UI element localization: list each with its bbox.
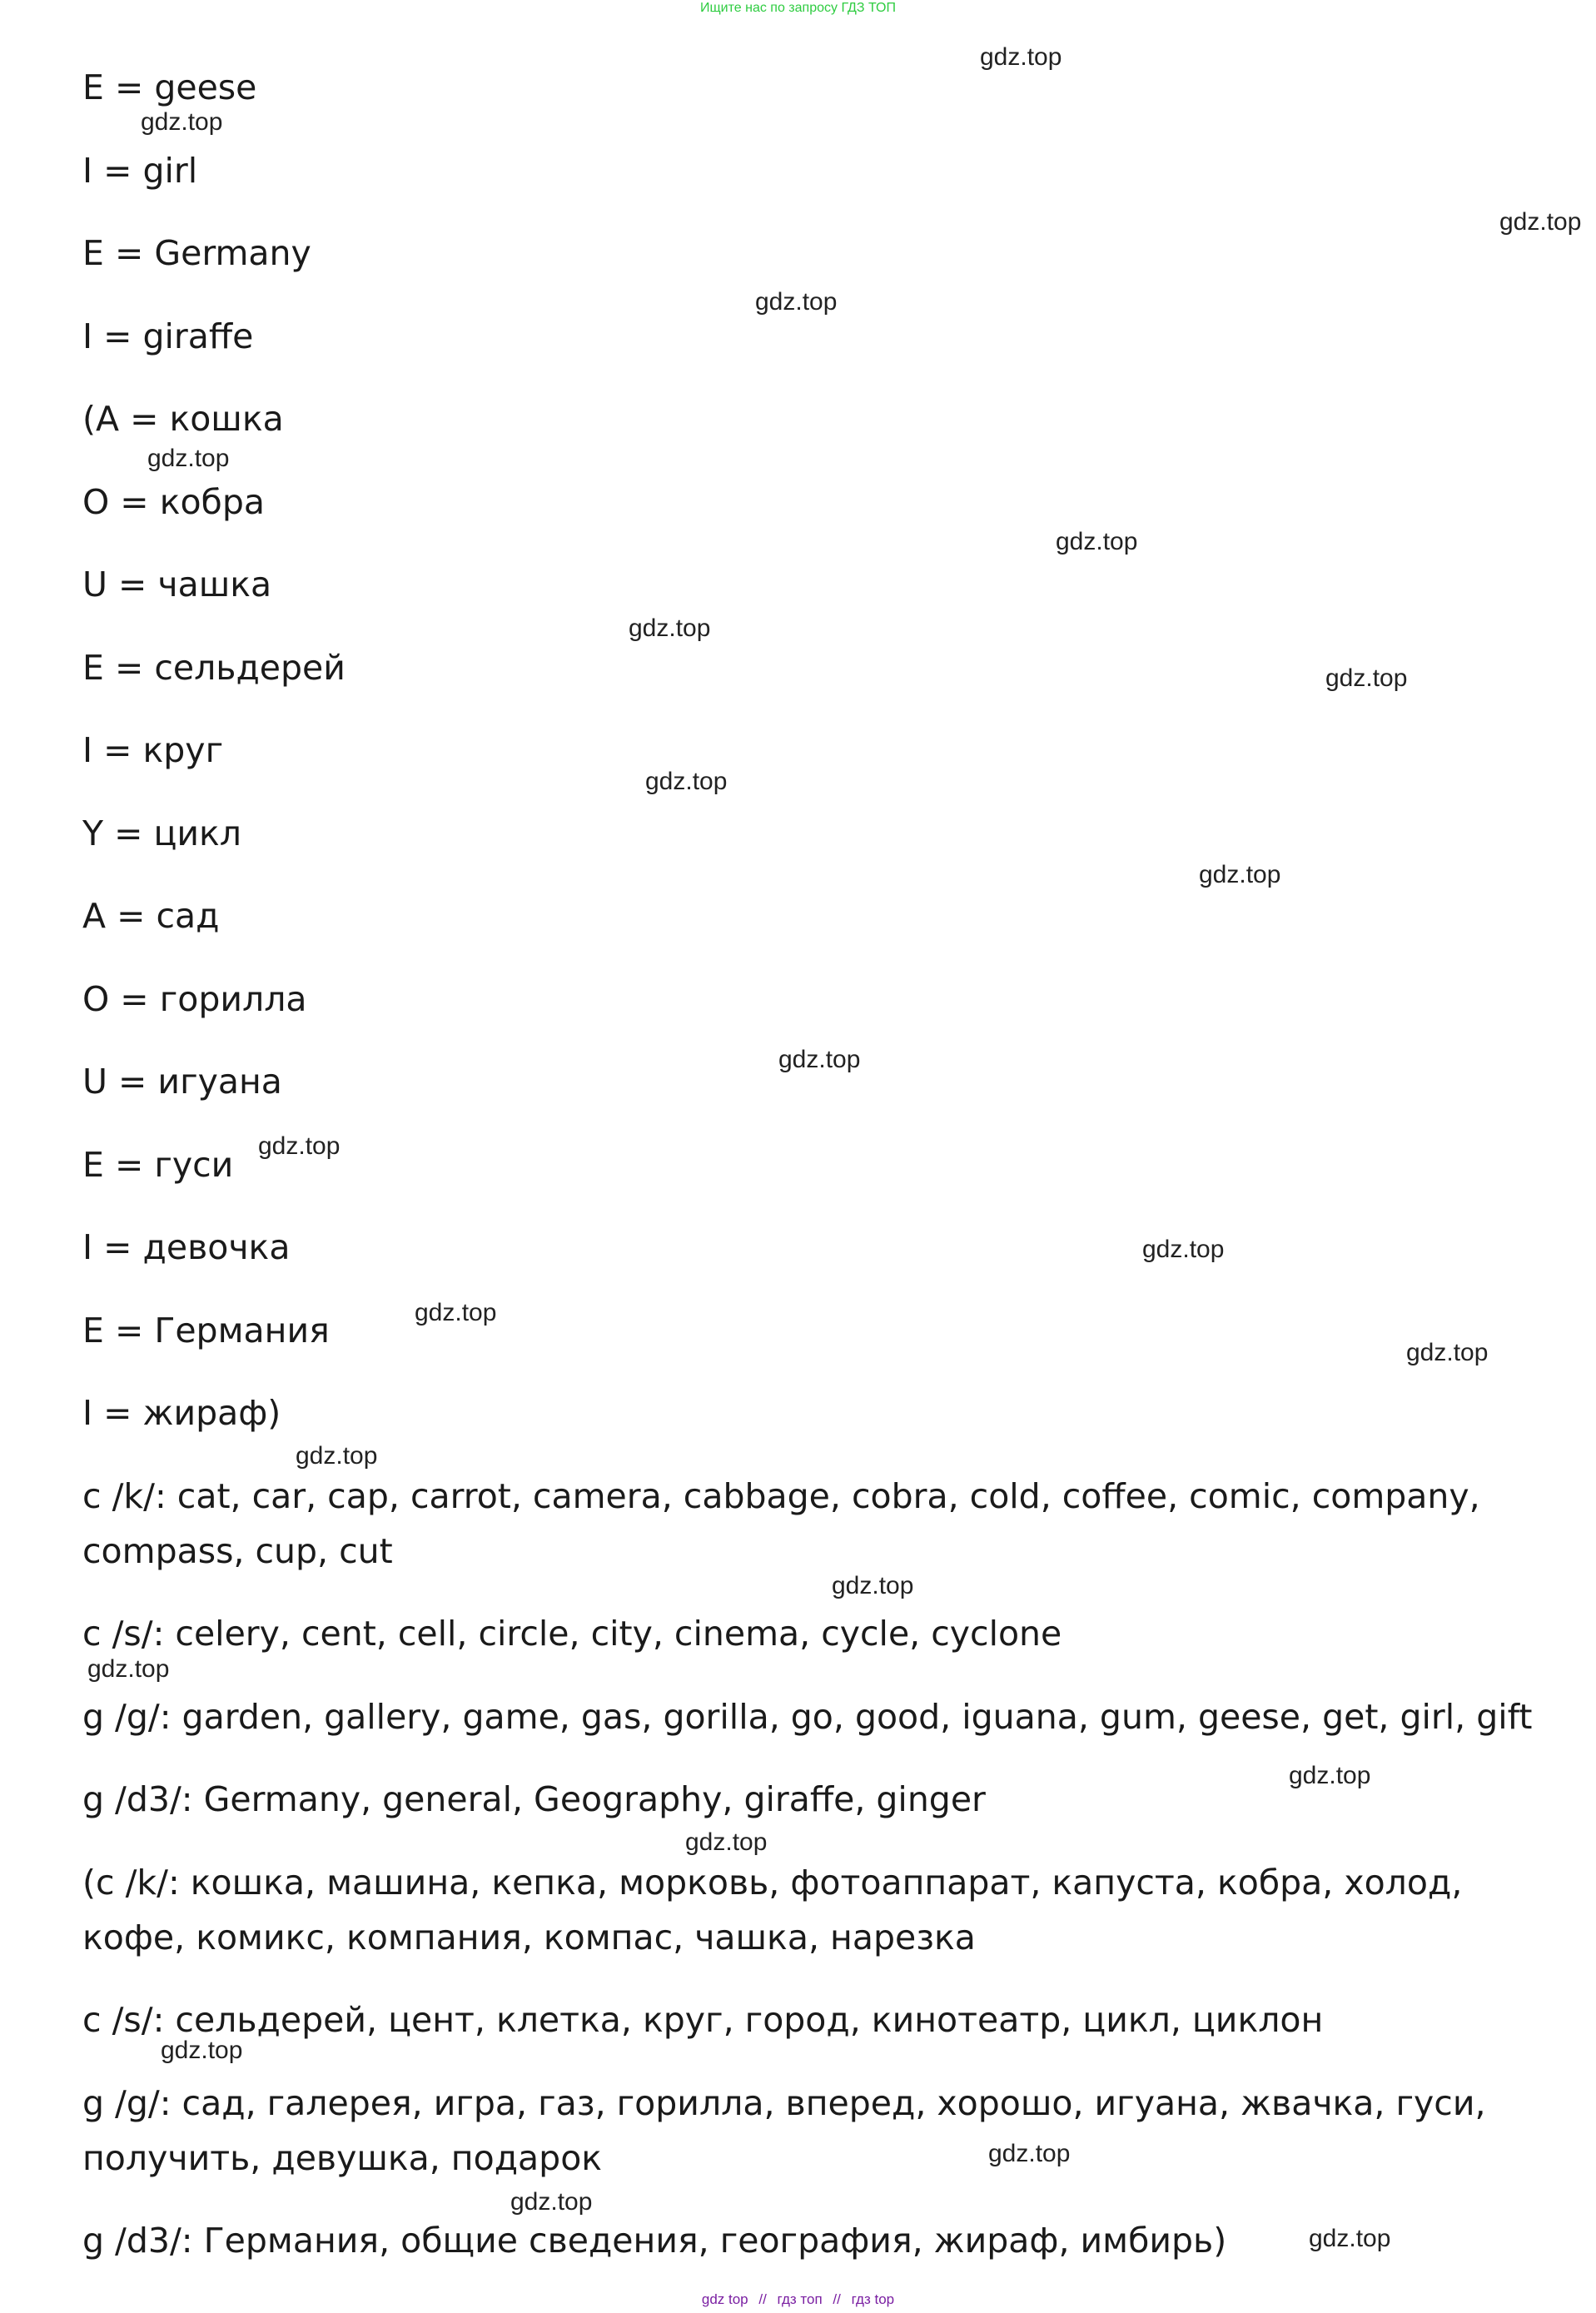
watermark: gdz.top <box>1309 2225 1391 2252</box>
watermark: gdz.top <box>87 1655 170 1683</box>
answer-line: I = круг <box>82 730 224 770</box>
footer <box>0 2291 1596 2308</box>
answer-line: g /g/: сад, галерея, игра, газ, горилла, вперед, хорошо, игуана, жвачка, гуси, получить, девушка, подарок <box>82 2082 1497 2178</box>
footer-link[interactable]: гдз top <box>851 2291 895 2307</box>
answer-line: U = чашка <box>82 565 272 604</box>
watermark: gdz.top <box>755 288 838 316</box>
answer-line: E = сельдерей <box>82 647 346 688</box>
watermark: gdz.top <box>1056 528 1138 555</box>
watermark: gdz.top <box>980 43 1062 71</box>
watermark: gdz.top <box>645 768 728 795</box>
watermark: gdz.top <box>141 108 223 136</box>
answer-line: c /s/: сельдерей, цент, клетка, круг, город, кинотеатр, цикл, циклон <box>82 2000 1324 2040</box>
answer-line: E = гуси <box>82 1144 234 1185</box>
answer-text <box>82 60 1564 2296</box>
footer-separator: // <box>833 2291 841 2307</box>
watermark: gdz.top <box>415 1299 497 1326</box>
answer-line: g /d3/: Германия, общие сведения, география, жираф, имбирь) <box>82 2221 1227 2261</box>
watermark: gdz.top <box>296 1442 378 1470</box>
watermark: gdz.top <box>510 2188 593 2216</box>
watermark: gdz.top <box>1142 1236 1225 1263</box>
watermark: gdz.top <box>1499 208 1582 236</box>
top-banner: Ищите нас по запросу ГДЗ ТОП <box>700 1 896 15</box>
answer-line: (A = кошка <box>82 399 284 439</box>
watermark: gdz.top <box>161 2037 243 2064</box>
watermark: gdz.top <box>988 2140 1071 2167</box>
footer-separator: // <box>758 2291 767 2307</box>
answer-line: I = девочка <box>82 1227 291 1267</box>
watermark: gdz.top <box>685 1828 768 1856</box>
answer-line: A = сад <box>82 896 220 936</box>
footer-link[interactable]: gdz top <box>701 2291 748 2307</box>
answer-line: E = geese <box>82 67 257 107</box>
watermark: gdz.top <box>778 1046 861 1073</box>
answer-line: c /k/: cat, car, cap, carrot, camera, cabbage, cobra, cold, coffee, comic, company, compass, cup, cut <box>82 1475 1491 1571</box>
watermark: gdz.top <box>1406 1339 1489 1366</box>
footer-link[interactable]: гдз топ <box>777 2291 823 2307</box>
watermark: gdz.top <box>832 1572 914 1599</box>
answer-line: O = горилла <box>82 978 307 1019</box>
answer-line: c /s/: celery, cent, cell, circle, city, cinema, cycle, cyclone <box>82 1614 1062 1654</box>
answer-line: g /g/: garden, gallery, game, gas, gorilla, go, good, iguana, gum, geese, get, girl, gift <box>82 1696 1533 1737</box>
watermark: gdz.top <box>1199 861 1281 888</box>
answer-line: Y = цикл <box>82 813 241 853</box>
watermark: gdz.top <box>1289 1762 1371 1789</box>
watermark: gdz.top <box>1325 664 1408 692</box>
watermark: gdz.top <box>629 614 711 642</box>
answer-line: I = girl <box>82 150 198 191</box>
answer-line: g /d3/: Germany, general, Geography, giraffe, ginger <box>82 1779 986 1819</box>
answer-line: I = жираф) <box>82 1393 281 1433</box>
watermark: gdz.top <box>147 445 230 472</box>
answer-line: O = кобра <box>82 481 265 522</box>
answer-line: E = Германия <box>82 1310 330 1350</box>
answer-line: E = Germany <box>82 233 311 273</box>
watermark: gdz.top <box>258 1132 341 1160</box>
answer-line: (c /k/: кошка, машина, кепка, морковь, фотоаппарат, капуста, кобра, холод, кофе, комикс, компания, компас, чашка, нарезка <box>82 1862 1474 1957</box>
answer-line: U = игуана <box>82 1062 282 1102</box>
answer-line: I = giraffe <box>82 316 254 356</box>
